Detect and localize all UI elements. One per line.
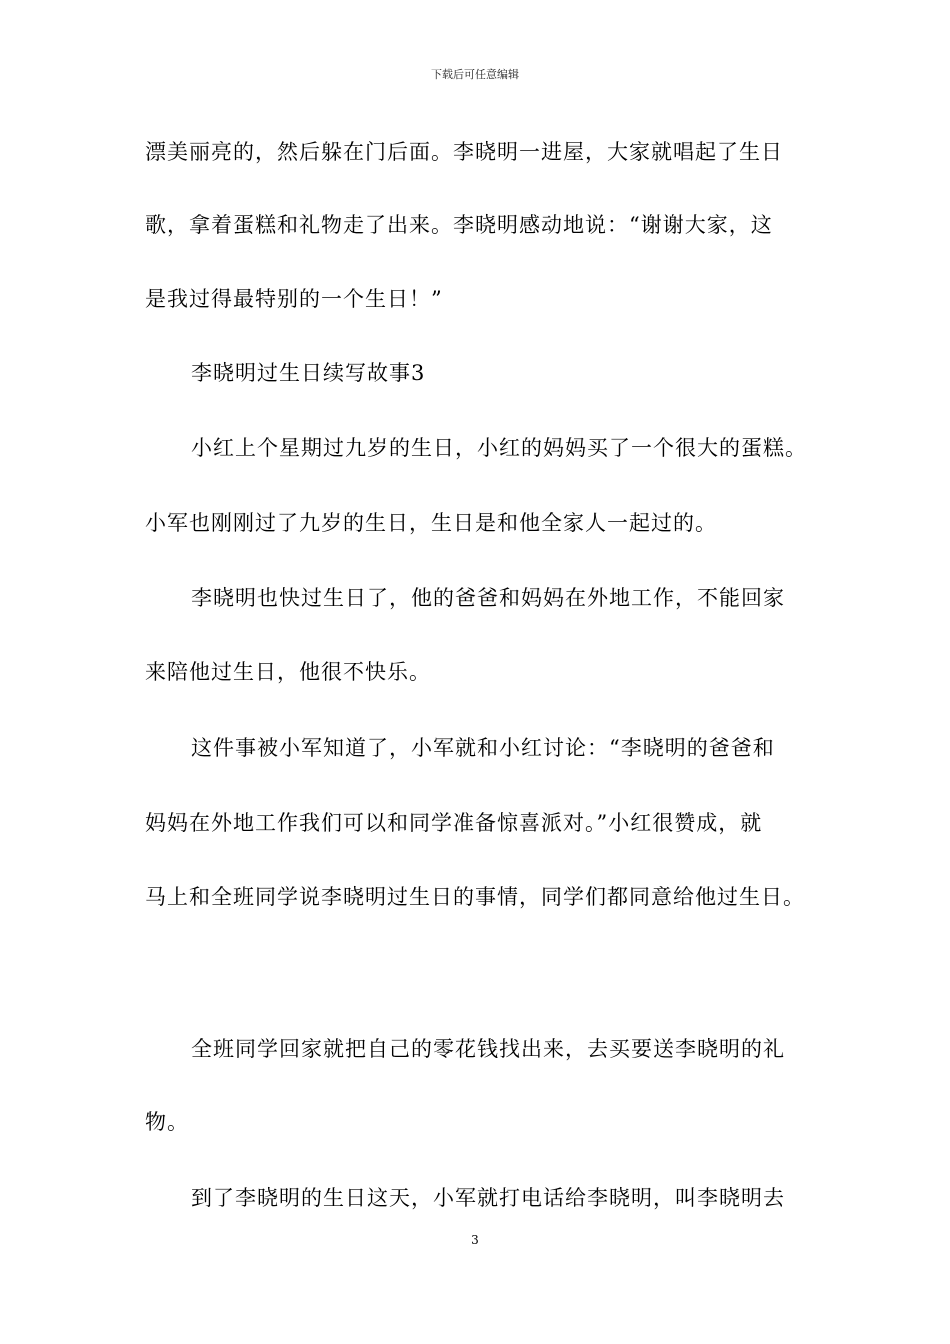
body-line: 小军也刚刚过了九岁的生日，生日是和他全家人一起过的。 — [145, 511, 717, 535]
body-line: 是我过得最特别的一个生日！” — [145, 287, 443, 311]
page-number: 3 — [471, 1233, 479, 1247]
body-line: 歌，拿着蛋糕和礼物走了出来。李晓明感动地说：“谢谢大家，这 — [145, 213, 773, 237]
page-header: 下载后可任意编辑 — [431, 68, 519, 81]
body-line: 小红上个星期过九岁的生日，小红的妈妈买了一个很大的蛋糕。 — [191, 436, 807, 460]
body-line: 这件事被小军知道了，小军就和小红讨论：“李晓明的爸爸和 — [191, 736, 775, 760]
body-line: 漂美丽亮的，然后躲在门后面。李晓明一进屋，大家就唱起了生日 — [145, 140, 783, 164]
body-line: 到了李晓明的生日这天，小军就打电话给李晓明，叫李晓明去 — [191, 1186, 785, 1210]
body-line: 妈妈在外地工作我们可以和同学准备惊喜派对。”小红很赞成，就 — [145, 811, 763, 835]
body-line: 来陪他过生日，他很不快乐。 — [145, 660, 431, 684]
body-line: 李晓明也快过生日了，他的爸爸和妈妈在外地工作，不能回家 — [191, 586, 785, 610]
body-line: 物。 — [145, 1110, 189, 1134]
body-line: 马上和全班同学说李晓明过生日的事情，同学们都同意给他过生日。 — [145, 885, 805, 909]
section-title: 李晓明过生日续写故事3 — [191, 361, 426, 385]
body-line: 全班同学回家就把自己的零花钱找出来，去买要送李晓明的礼 — [191, 1037, 785, 1061]
